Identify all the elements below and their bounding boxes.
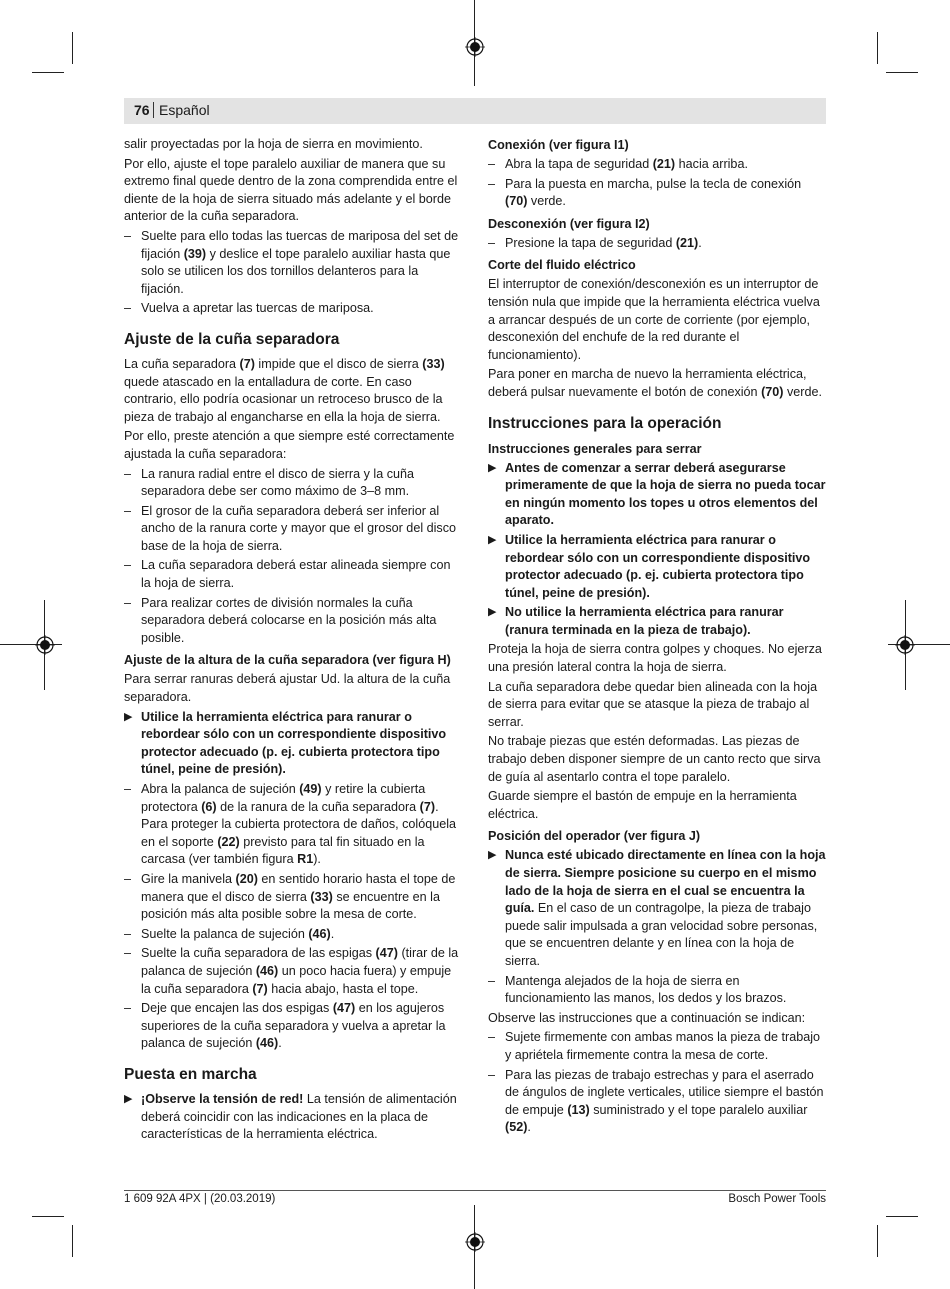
registration-target-icon [465,37,485,57]
subsection-heading: Desconexión (ver figura I2) [488,216,650,231]
list-item: – Suelte para ello todas las tuercas de mariposa del set de fijación (39) y deslice el tope paralelo auxiliar hasta que solo se utilicen los dos tornillos delanteros para la fijación. [124,228,459,296]
dash-marker: – [124,466,132,481]
page-language: Español [159,102,210,118]
warning-triangle-icon: ▶ [488,849,497,862]
subsection-heading: Posición del operador (ver figura J) [488,829,701,844]
dash-marker: – [124,1001,132,1016]
dash-marker: – [124,595,132,610]
dash-marker: – [124,503,132,518]
list-item: – Mantenga alejados de la hoja de sierra en funcionamiento las manos, los dedos y los brazos. [488,973,787,1006]
crop-mark [886,1216,918,1217]
paragraph: El interruptor de conexión/desconexión es un interruptor de tensión nula que impide que la herramienta eléctrica vuelva a arrancar después de un corte de corriente (por ejemplo, desconexión del enchufe de la red durante el funcionamiento). [488,277,820,362]
paragraph: Guarde siempre el bastón de empuje en la herramienta eléctrica. [488,789,797,821]
left-column [124,136,462,1146]
list-item: – Deje que encajen las dos espigas (47) en los agujeros superiores de la cuña separadora y vuelva a apretar la palanca de sujeción (46). [124,1001,446,1051]
crop-mark [72,32,73,64]
list-item: – Para las piezas de trabajo estrechas y para el aserrado de ángulos de inglete verticales, utilice siempre el bastón de empuje (13) suministrado y el tope paralelo auxiliar (52). [488,1067,824,1135]
section-heading: Instrucciones para la operación [488,414,722,432]
dash-marker: – [124,782,132,796]
warning-triangle-icon: ▶ [488,606,497,619]
paragraph: Para serrar ranuras deberá ajustar Ud. la altura de la cuña separadora. [124,672,451,705]
list-item: – Gire la manivela (20) en sentido horario hasta el tope de manera que el disco de sierra (33) se encuentre en la posición más alta posible sobre la mesa de corte. [124,871,456,922]
paragraph: No trabaje piezas que estén deformadas. Las piezas de trabajo deben disponer siempre de un canto recto que sirva de guía al asentarlo contra el tope paralelo. [488,734,821,784]
warning-triangle-icon: ▶ [124,1092,133,1105]
warning-triangle-icon: ▶ [488,461,497,474]
subsection-heading: Ajuste de la altura de la cuña separadora (ver figura H) [124,653,451,668]
subsection-heading: Corte del fluido eléctrico [488,258,636,273]
list-item: – La ranura radial entre el disco de sierra y la cuña separadora debe ser como máximo de 3–8 mm. [124,466,415,499]
list-item: – Presione la tapa de seguridad (21). [488,235,826,253]
crop-mark [32,72,64,73]
section-heading: Puesta en marcha [124,1065,257,1083]
dash-marker: – [124,946,132,961]
dash-marker: – [488,1067,496,1082]
right-column [488,136,826,1139]
warning-item: ▶ Utilice la herramienta eléctrica para ranurar o rebordear sólo con un correspondiente dispositivo protector adecuado (p. ej. cubierta protectora tipo túnel, peine de presión). [488,532,811,600]
crop-mark [877,32,878,64]
dash-marker: – [124,871,132,886]
dash-marker: – [488,973,496,988]
brand-name: Bosch Power Tools [728,1193,826,1205]
dash-marker: – [488,176,496,191]
warning-item: ▶ ¡Observe la tensión de red! La tensión de alimentación deberá coincidir con las indicaciones en la placa de características de la herramienta eléctrica. [124,1091,457,1142]
paragraph: Por ello, preste atención a que siempre esté correctamente ajustada la cuña separadora: [124,429,455,461]
list-item: – Para realizar cortes de división normales la cuña separadora deberá colocarse en la posición más alta posible. [124,595,437,645]
warning-item: ▶ Nunca esté ubicado directamente en línea con la hoja de sierra. Siempre posicione su cuerpo en el mismo lado de la hoja de sierra en el cual se encuentra la guía. En el caso de un contragolpe, la pieza de trabajo puede salir impulsada a gran velocidad sobre personas, que se encuentren delante y en línea con la hoja de sierra. [488,848,826,968]
document-id: 1 609 92A 4PX | (20.03.2019) [124,1193,276,1205]
warning-triangle-icon: ▶ [488,533,497,546]
crop-mark [32,1216,64,1217]
registration-target-icon [895,635,915,655]
page-header [124,98,826,124]
crop-mark [877,1225,878,1257]
list-item: – Sujete firmemente con ambas manos la pieza de trabajo y apriétela firmemente contra la mesa de corte. [488,1030,821,1062]
paragraph: Observe las instrucciones que a continuación se indican: [488,1010,806,1025]
dash-marker: – [488,1030,496,1045]
list-item: – Abra la palanca de sujeción (49) y retire la cubierta protectora (6) de la ranura de la cuña separadora (7). Para proteger la cubierta protectora de daños, colóquela en el soporte (22) previsto para tal fin situado en la carcasa (ver también figura R1). [124,782,457,867]
subsection-heading: Conexión (ver figura I1) [488,138,629,152]
paragraph: Por ello, ajuste el tope paralelo auxiliar de manera que su extremo final quede dentro de la zona comprendida entre el diente de la hoja de sierra situado más adelante y el borde anterior de la cuña separadora. [124,156,458,224]
registration-target-icon [35,635,55,655]
header-divider [153,102,154,118]
dash-marker: – [124,228,132,243]
warning-item: ▶ Antes de comenzar a serrar deberá asegurarse primeramente de que la hoja de sierra no pueda tocar en ningún momento los topes u otros elementos del aparato. [488,460,826,528]
warning-triangle-icon: ▶ [124,710,133,723]
paragraph: Proteja la hoja de sierra contra golpes y choques. No ejerza una presión lateral contra la hoja de sierra. [488,642,822,675]
list-item: – Suelte la palanca de sujeción (46). [124,926,462,944]
dash-marker: – [124,926,132,941]
crop-mark [72,1225,73,1257]
page-number: 76 [134,102,150,118]
dash-marker: – [488,157,496,171]
dash-marker: – [124,558,132,573]
list-item: – Suelte la cuña separadora de las espigas (47) (tirar de la palanca de sujeción (46) un poco hacia fuera) y empuje la cuña separadora (7) hacia abajo, hasta el tope. [124,946,459,996]
warning-item: ▶ Utilice la herramienta eléctrica para ranurar o rebordear sólo con un correspondiente dispositivo protector adecuado (p. ej. cubierta protectora tipo túnel, peine de presión). [124,709,447,777]
paragraph: salir proyectadas por la hoja de sierra en movimiento. [124,137,423,151]
paragraph: La cuña separadora debe quedar bien alineada con la hoja de sierra para evitar que se atasque la pieza de trabajo al serrar. [488,679,818,729]
list-item: – Vuelva a apretar las tuercas de mariposa. [124,300,462,318]
crop-mark [886,72,918,73]
warning-item: ▶ No utilice la herramienta eléctrica para ranurar (ranura terminada en la pieza de trabajo). [488,605,784,637]
list-item: – Para la puesta en marcha, pulse la tecla de conexión (70) verde. [488,176,802,209]
dash-marker: – [488,235,496,250]
footer-divider [124,1190,826,1191]
list-item: – La cuña separadora deberá estar alineada siempre con la hoja de sierra. [124,558,451,591]
dash-marker: – [124,301,132,316]
paragraph: La cuña separadora (7) impide que el disco de sierra (33) quede atascado en la entalladura de corte. En caso contrario, ello podría ocasionar un retroceso brusco de la pieza de trabajo al engancharse en ella la hoja de sierra. [124,356,445,424]
list-item: – El grosor de la cuña separadora deberá ser inferior al ancho de la ranura corte y mayor que el grosor del disco base de la hoja de sierra. [124,503,457,553]
list-item: – Abra la tapa de seguridad (21) hacia arriba. [488,156,826,174]
registration-target-icon [465,1232,485,1252]
subsection-heading: Instrucciones generales para serrar [488,441,702,456]
paragraph: Para poner en marcha de nuevo la herramienta eléctrica, deberá pulsar nuevamente el botón de conexión (70) verde. [488,367,822,399]
section-heading: Ajuste de la cuña separadora [124,330,340,348]
